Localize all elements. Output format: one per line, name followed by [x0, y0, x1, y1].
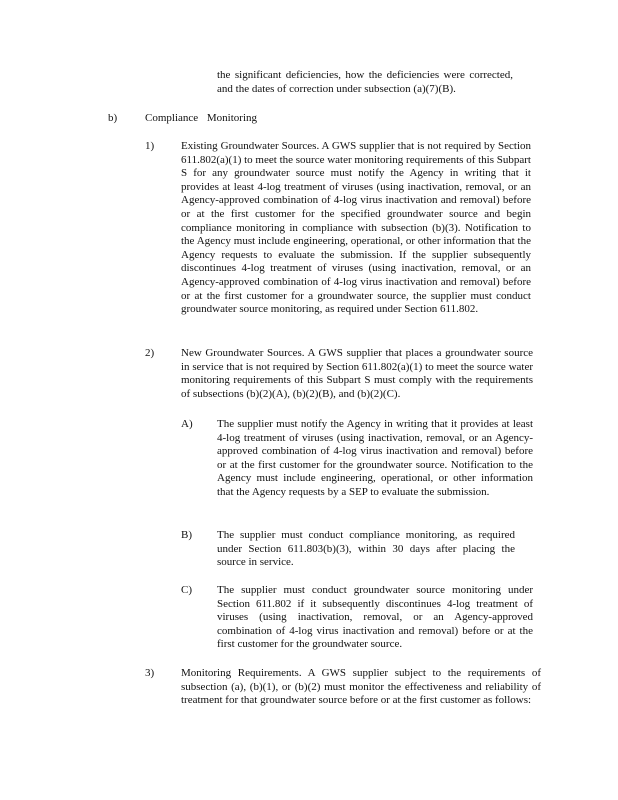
item-2b-label: B) [181, 529, 192, 541]
item-3-paragraph: Monitoring Requirements. A GWS supplier subject to the requirements of subsection (a), (b)(1), or (b)(2) must monitor the effectiveness and reliability of treatment for that groundwater source before or at the first customer as follows: [181, 667, 541, 707]
item-2c-paragraph: The supplier must conduct groundwater source monitoring under Section 611.802 if it subsequently discontinues 4-log treatment of viruses (using inactivation, removal, or an Agency-approved combination of 4-log virus inactivation and removal) before or at the first customer for the groundwater source. [217, 584, 533, 651]
item-2a-label: A) [181, 418, 193, 430]
section-b-label: b) [108, 112, 118, 124]
item-2-paragraph: New Groundwater Sources. A GWS supplier that places a groundwater source in service that is not required by Section 611.802(a)(1) to meet the source water monitoring requirements of this Subpart S must comply with the requirements of subsections (b)(2)(A), (b)(2)(B), and (b)(2)(C). [181, 347, 533, 400]
section-b-title: Compliance Monitoring [145, 112, 258, 124]
item-3-label: 3) [145, 667, 155, 679]
item-1-label: 1) [145, 140, 155, 152]
item-2c-label: C) [181, 584, 192, 596]
intro-paragraph: the significant deficiencies, how the deficiencies were corrected, and the dates of correction under subsection (a)(7)(B). [217, 69, 513, 95]
item-2-label: 2) [145, 347, 155, 359]
item-2b-paragraph: The supplier must conduct compliance monitoring, as required under Section 611.803(b)(3), within 30 days after placing the source in service. [217, 529, 515, 569]
item-2a-paragraph: The supplier must notify the Agency in writing that it provides at least 4-log treatment of viruses (using inactivation, removal, or an Agency-approved combination of 4-log virus inactivation and removal) before or at the first customer for the groundwater source. Notification to the Agency must include engineering, operational, or other information that the Agency requests by a SEP to evaluate the submission. [217, 418, 533, 498]
item-1-paragraph: Existing Groundwater Sources. A GWS supplier that is not required by Section 611.802(a)(1) to meet the source water monitoring requirements of this Subpart S for any groundwater source must notify the Agency in writing that it provides at least 4-log treatment of viruses (using inactivation, removal, or an Agency-approved combination of 4-log virus inactivation and removal) before or at the first customer for the specified groundwater source and begin compliance monitoring in compliance with subsection (b)(3). Notification to the Agency must include engineering, operational, or other information that the Agency requests to evaluate the submission. If the supplier subsequently discontinues 4-log treatment of viruses (using inactivation, removal, or an Agency-approved combination of 4-log virus inactivation and removal) before or at the first customer for a groundwater source, the supplier must conduct groundwater source monitoring, as required under Section 611.802. [181, 140, 531, 316]
